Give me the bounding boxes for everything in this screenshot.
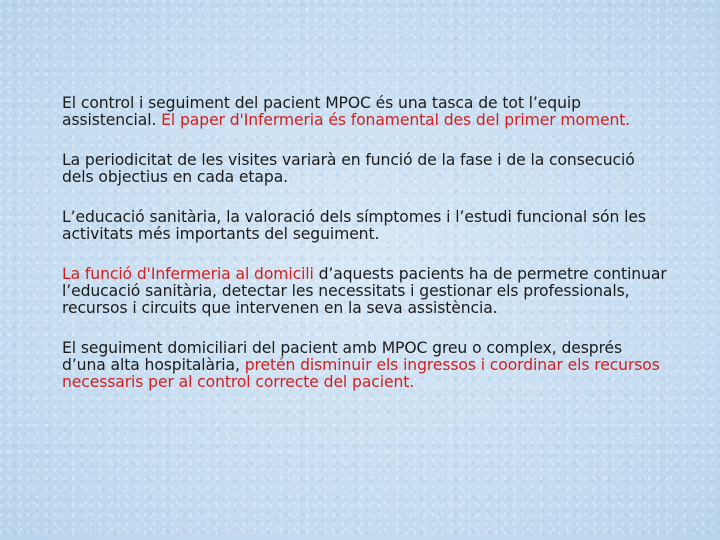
slide-content <box>62 95 668 414</box>
paragraph-5-text: El seguiment domiciliari del pacient amb MPOC greu o complex, després d’una alta hospitalària, <box>62 339 623 374</box>
paragraph-4-highlight: La funció d'Infermeria al domicili <box>62 265 314 283</box>
paragraph-5 <box>62 340 668 391</box>
paragraph-1 <box>62 95 668 129</box>
paragraph-2-text: La periodicitat de les visites variarà en funció de la fase i de la consecució dels objectius en cada etapa. <box>62 151 635 186</box>
paragraph-3-text: L’educació sanitària, la valoració dels símptomes i l’estudi funcional són les activitats més importants del seguiment. <box>62 208 646 243</box>
paragraph-4-text: d’aquests pacients ha de permetre continuar l’educació sanitària, detectar les necessitats i gestionar els professionals, recursos i circuits que intervenen en la seva assistència. <box>62 265 667 317</box>
paragraph-5-highlight: pretén disminuir els ingressos i coordinar els recursos necessaris per al control correcte del pacient. <box>62 356 660 391</box>
paragraph-2 <box>62 152 668 186</box>
paragraph-4 <box>62 266 668 317</box>
paragraph-1-highlight: El paper d'Infermeria és fonamental des del primer moment. <box>161 111 631 129</box>
paragraph-1-text: El control i seguiment del pacient MPOC és una tasca de tot l’equip assistencial. <box>62 94 581 129</box>
paragraph-3 <box>62 209 668 243</box>
